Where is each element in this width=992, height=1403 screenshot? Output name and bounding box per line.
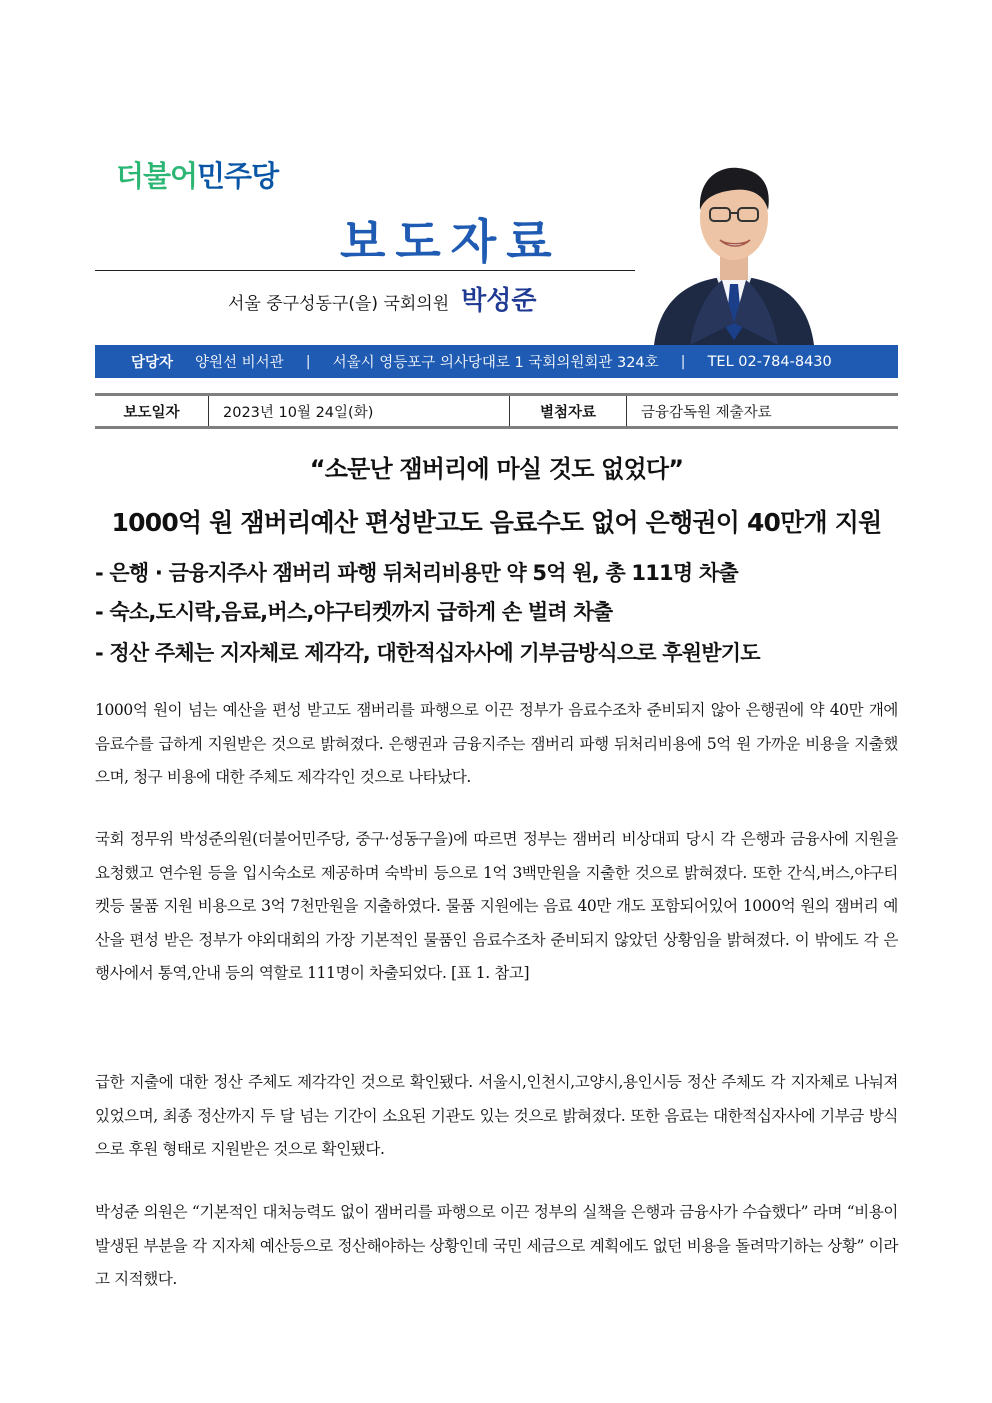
member-name: 박성준 — [461, 286, 537, 316]
contact-bar — [95, 345, 898, 378]
subheading: - 숙소,도시락,음료,버스,야구티켓까지 급하게 손 벌려 차출 — [95, 600, 613, 624]
body-paragraph: 박성준 의원은 “기본적인 대처능력도 없이 잼버리를 파행으로 이끈 정부의 실책을 은행과 금융사가 수습했다” 라며 “비용이 발생된 부분을 각 지자체 예산등으로 정산해야하는 상황인데 국민 세금으로 계획에도 없던 비용을 돌려막기하는 상황” 이라고 지적했다. — [95, 1203, 898, 1288]
member-portrait-photo — [650, 148, 818, 345]
body-paragraph: 1000억 원이 넘는 예산을 편성 받고도 잼버리를 파행으로 이끈 정부가 음료수조차 준비되지 않아 은행권에 약 40만 개에 음료수를 급하게 지원받은 것으로 밝혀졌다. 은행권과 금융지주는 잼버리 파행 뒤처리비용에 5억 원 가까운 비용을 지출했으며, 청구 비용에 대한 주체도 제각각인 것으로 나타났다. — [95, 701, 898, 786]
contact-separator: | — [305, 353, 311, 370]
press-release-title: 보도자료 — [340, 215, 562, 270]
subheading: - 정산 주체는 지자체로 제각각, 대한적십자사에 기부금방식으로 후원받기도 — [95, 641, 760, 665]
contact-tel: TEL 02-784-8430 — [707, 353, 832, 370]
headline-quote: “소문난 잼버리에 마실 것도 없었다” — [309, 455, 684, 483]
party-logo — [116, 154, 278, 195]
attachment-label: 별첨자료 — [510, 396, 627, 426]
release-date-label: 보도일자 — [95, 396, 209, 426]
member-line — [228, 280, 537, 317]
release-info-table — [95, 393, 898, 429]
attachment-value: 금융감독원 제출자료 — [641, 404, 772, 421]
contact-label: 담당자 — [131, 355, 174, 371]
contact-person: 양원선 비서관 — [195, 355, 284, 371]
contact-address: 서울시 영등포구 의사당대로 1 국회의원회관 324호 — [332, 355, 659, 371]
member-district: 서울 중구성동구(을) 국회의원 — [228, 294, 450, 314]
party-logo-part2: 민주당 — [197, 159, 279, 193]
party-logo-part1: 더불어 — [116, 159, 198, 193]
body-paragraph: 국회 정무위 박성준의원(더불어민주당, 중구·성동구을)에 따르면 정부는 잼버리 비상대피 당시 각 은행과 금융사에 지원을 요청했고 연수원 등을 입시숙소로 제공하며 숙박비 등으로 1억 3백만원을 지출한 것으로 밝혀졌다. 또한 간식,버스,야구티켓등 물품 지원 비용으로 3억 7천만원을 지출하였다. 물품 지원에는 음료 40만 개도 포함되어있어 1000억 원의 잼버리 예산을 편성 받은 정부가 야외대회의 가장 기본적인 물품인 음료수조차 준비되지 않았던 상황임을 밝혀졌다. 이 밖에도 각 은행사에서 통역,안내 등의 역할로 111명이 차출되었다. [표 1. 참고] — [95, 830, 898, 982]
subheading: - 은행 · 금융지주사 잼버리 파행 뒤처리비용만 약 5억 원, 총 111명 차출 — [95, 561, 738, 585]
header-divider — [95, 270, 635, 271]
body-paragraph: 급한 지출에 대한 정산 주체도 제각각인 것으로 확인됐다. 서울시,인천시,고양시,용인시등 정산 주체도 각 지자체로 나눠져있었으며, 최종 정산까지 두 달 넘는 기간이 소요된 기관도 있는 것으로 밝혀졌다. 또한 음료는 대한적십자사에 기부금 방식으로 후원 형태로 지원받은 것으로 확인됐다. — [95, 1073, 898, 1158]
release-date-value: 2023년 10월 24일(화) — [209, 396, 510, 426]
headline-main: 1000억 원 잼버리예산 편성받고도 음료수도 없어 은행권이 40만개 지원 — [111, 508, 882, 537]
contact-separator: | — [680, 353, 686, 370]
